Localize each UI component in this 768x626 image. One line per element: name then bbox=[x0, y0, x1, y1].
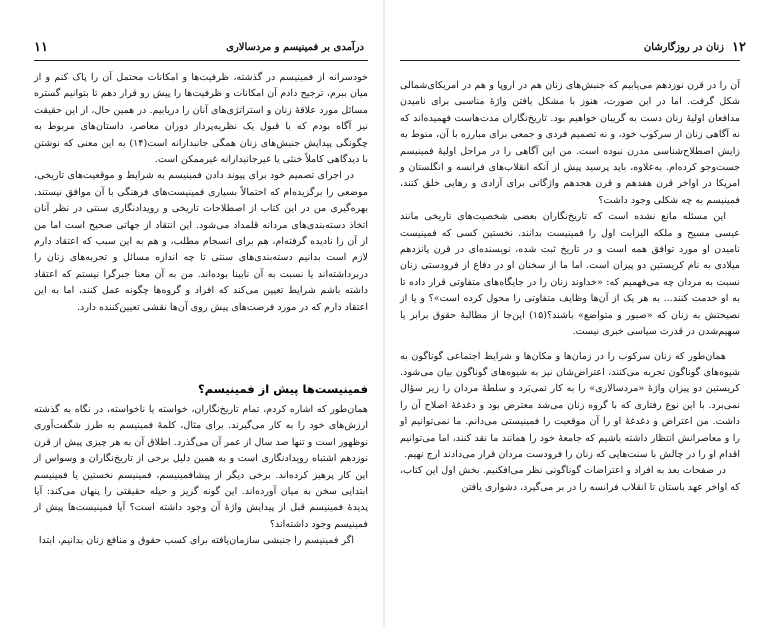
paragraph: این مسئله مانع نشده است که تاریخ‌نگاران بعضی شخصیت‌های تاریخی مانند عیسی مسیح و ملکه الیزابت اول را فمینیست بدانند. نخستین کسی که فمینیست نامیدن او مورد توافق همه است و در تاریخ ثبت شده، نویسنده‌ای در قرن پانزدهم میلادی به نام کریستین دو پیزان است. اما ما از سخنان او در دفاع از فرودستی زنان نسبت به مردان چه می‌فهمیم که: «خداوند زنان را در جایگاه‌های متفاوتی قرار داده تا به او خدمت کنند... به هر یک از آن‌ها وظایف متفاوتی را محول کرده است»؟ و یا از نصیحتش به زنان که «صبور و متواضع» باشند؟(۱۵) این‌جا از مطالبهٔ حقوق برابر یا سهیم‌شدن در قدرت سیاسی خبری نیست. bbox=[400, 211, 741, 338]
paragraph: اگر فمینیسم را جنبشی سازمان‌یافته برای کسب حقوق و منافع زنان بدانیم، ابتدا bbox=[38, 535, 354, 547]
right-page bbox=[386, 0, 764, 626]
left-page-number: ۱۱ bbox=[34, 40, 48, 55]
left-page-header bbox=[34, 40, 364, 62]
right-page-header bbox=[408, 40, 746, 62]
right-page-number: ۱۲ bbox=[732, 40, 746, 55]
paragraph: خودسرانه از فمینیسم در گذشته، ظرفیت‌ها و امکانات محتمل آن را پاک کنم و از میان ببرم، ترجیح دادم آن امکانات و ظرفیت‌ها را پیش رو قرار دهم تا بتوانیم گستره مسائل مورد علاقهٔ زنان و استراتژی‌های آنان را دریابیم. در همین حال، از این حقیقت نیز آگاه بودم که با قبول یک نظریه‌پرداز دوران معاصر، داستان‌های مربوط به چگونگی پیدایش جنبش‌های زنان همگی جانبدارانه است(۱۴) به این معنی که نوشتن با دیدگاهی کاملاً خنثی یا غیرجانبدارانه غیرممکن است. bbox=[34, 72, 368, 166]
right-header-rule bbox=[400, 60, 740, 61]
book-gutter bbox=[383, 0, 385, 626]
paragraph: در اجرای تصمیم خود برای پیوند دادن فمینیسم به شرایط و موقعیت‌های تاریخی، موضعی را برگزیده‌ام که احتمالاً بسیاری فمینیست‌های فرهنگی با آن موافق نیستند. بهره‌گیری من در این کتاب از اصطلاحات تاریخی و رویدادنگاری سنتی در نظر آنان اتخاذ دسته‌بندی‌های مردانه قلمداد می‌شود. این انتقاد از جهاتی صحیح است اما من از آن را نادیده گرفته‌ام، هم برای انسجام مطلب، و هم به این سبب که اعتقاد دارم لازم است بدانیم دسته‌بندی‌های سنتی تا چه اندازه مسائل و تجربه‌های زنان را دربرداشته‌اند یا نسبت به آن نابینا بوده‌اند. من به آن معنا جبرگرا نیستم که اعتقاد داشته باشم شرایط تعیین می‌کند که افراد و گروه‌ها چگونه عمل کنند، اما به این اعتقاد دارم که در مورد فرصت‌های پیش روی آن‌ها نقشی تعیین‌کننده دارد. bbox=[34, 170, 368, 313]
paragraph: همان‌طور که زنان سرکوب را در زمان‌ها و مکان‌ها و شرایط اجتماعی گوناگون به شیوه‌های گوناگون تجربه می‌کنند، اعتراض‌شان نیز به شیوه‌های گوناگون بیان می‌شود. کریستین دو پیزان واژهٔ «مردسالاری» را به کار نمی‌بَرد و سلطهٔ مردان را زیر سؤال نمی‌برد. با این نوع رفتاری که با گروه زنان می‌شد معترض بود و دغدغهٔ اصلاح آن را داشت. من اعتراض و دغدغهٔ او را آن موقعیت را فمینیستی می‌دانم. ما نمی‌توانیم او را و معاصرانش انتظار داشته باشیم که جامعهٔ خود را همانند ما نقد کنند، اما می‌توانیم اقدام او را در چالش با سنت‌هایی که زنان را فرودست مردان قرار می‌دادند ارج نهیم. bbox=[400, 350, 740, 460]
left-page bbox=[4, 0, 382, 626]
section-heading: فمینیست‌ها پیش از فمینیسم؟ bbox=[197, 382, 368, 396]
right-body bbox=[400, 78, 740, 496]
paragraph: همان‌طور که اشاره کردم، تمام تاریخ‌نگاران، خواسته یا ناخواسته، در نگاه به گذشته ارزش‌های خود را به کار می‌گیرند. برای مثال، کلمهٔ فمینیسم به طرز شگفت‌آوری نوظهور است و تنها صد سال از عمر آن می‌گذرد. اطلاق آن به هر چیزی پیش از قرن نوزدهم اشتباه رویدادنگاری است و به همین دلیل برخی از تاریخ‌نگاران و وسواس از این کار پرهیز کرده‌اند. برخی دیگر از پیشافمینیسم، فمینیسم نخستین یا فمینیسم ابتدایی سخن به میان آورده‌اند. این گونه گریز و حیله حقیقتی را پنهان می‌کند: آیا پدیدهٔ فمینیسم قبل از پیدایش واژهٔ آن وجود داشته است؟ آیا فمینیست‌ها پیش از فمینیسم وجود داشته‌اند؟ bbox=[34, 404, 368, 530]
left-header-rule bbox=[34, 60, 368, 61]
paragraph: آن را در قرن نوزدهم می‌یابیم که جنبش‌های زنان هم در اروپا و هم در امریکای‌شمالی شکل گرفت. اما در این صورت، هنوز با مشکل یافتن واژهٔ مناسبی برای نامیدن مدافعان اولیهٔ زنان دست به گریبان خواهیم بود. تاریخ‌نگاران مدت‌هاست فهمیده‌اند که نه آگاهی زنان از سرکوب خود، و نه تصمیم فردی و جمعی برای مبارزه با آن، منوط به زایش اصطلاح‌شناسی مدرن نبوده است. من این آگاهی را در مراحل اولیهٔ فمینیسم جست‌وجو کرده‌ام. به‌علاوه، باید پرسید پیش از آنکه انقلاب‌های فرانسه و انگلستان و امریکا در اواخر قرن هفدهم و قرن هجدهم واژگانی برای آزادی و رهایی خلق کنند، فمینیسم به چه شکلی وجود داشت؟ bbox=[400, 80, 740, 206]
right-running-title: زنان در روزگارشان bbox=[643, 42, 724, 53]
paragraph: در صفحات بعد به افراد و اعتراضات گوناگونی نظر می‌افکنیم. بخش اول این کتاب، که اواخر عهد باستان تا انقلاب فرانسه را در بر می‌گیرد، دشواری یافتن bbox=[400, 465, 740, 493]
left-running-title: درآمدی بر فمینیسم و مردسالاری bbox=[226, 42, 364, 53]
left-section-2 bbox=[34, 402, 368, 550]
left-section-1 bbox=[34, 70, 368, 316]
